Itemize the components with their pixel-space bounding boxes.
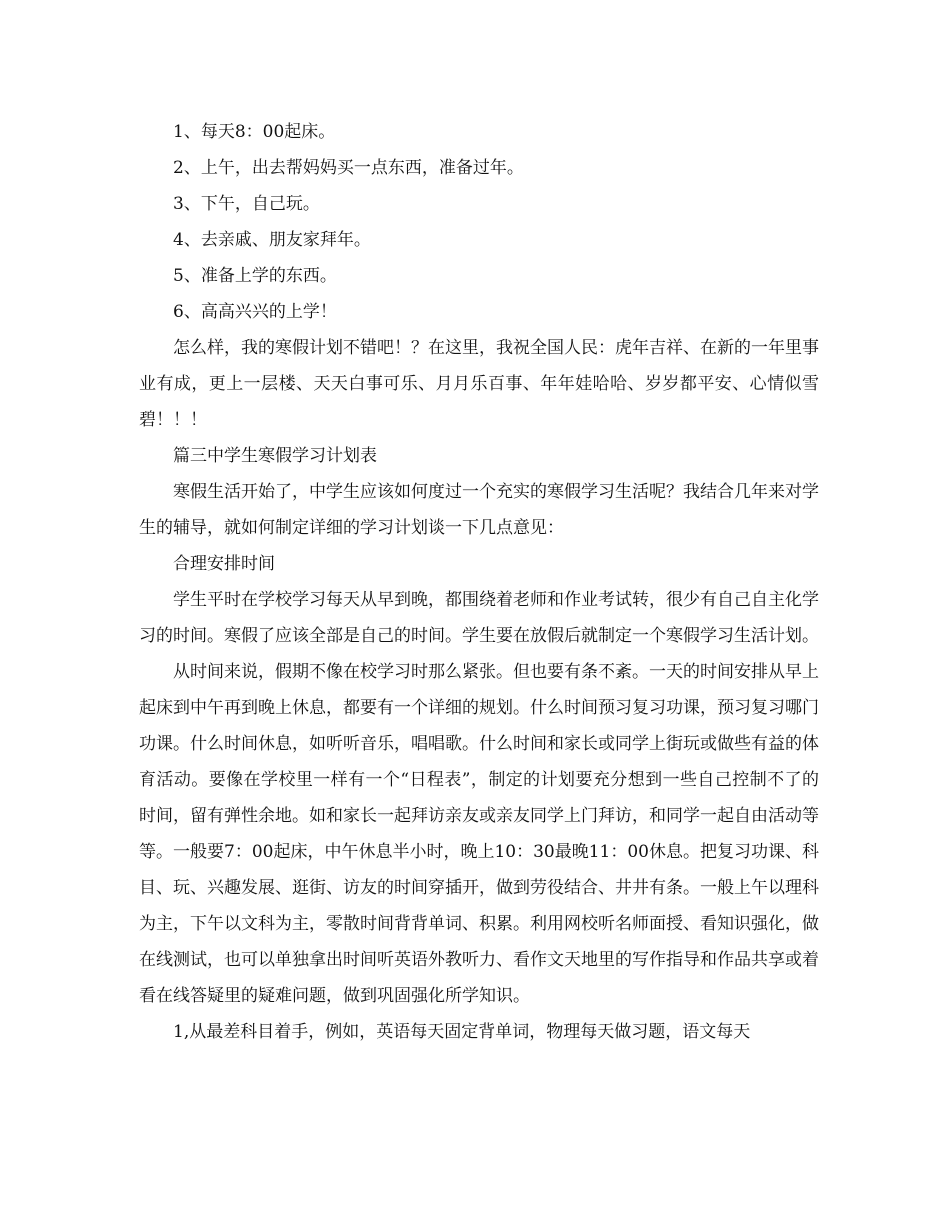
section-heading: 篇三中学生寒假学习计划表 bbox=[173, 446, 377, 466]
document-body bbox=[139, 114, 819, 1050]
plan-item-5: 5、准备上学的东西。 bbox=[173, 266, 337, 286]
closing-paragraph: 怎么样，我的寒假计划不错吧！？在这里，我祝全国人民：虎年吉祥、在新的一年里事业有成，更上一层楼、天天白事可乐、月月乐百事、年年娃哈哈、岁岁都平安、心情似雪碧！！！ bbox=[139, 338, 819, 430]
plan-item-3: 3、下午，自己玩。 bbox=[173, 194, 320, 214]
plan-item-4: 4、去亲戚、朋友家拜年。 bbox=[173, 230, 371, 250]
body-paragraph: 学生平时在学校学习每天从早到晚，都围绕着老师和作业考试转，很少有自己自主化学习的时间。寒假了应该全部是自己的时间。学生要在放假后就制定一个寒假学习生活计划。 bbox=[139, 590, 819, 646]
plan-item-1: 1、每天8：00起床。 bbox=[173, 122, 336, 142]
intro-paragraph: 寒假生活开始了，中学生应该如何度过一个充实的寒假学习生活呢？我结合几年来对学生的辅导，就如何制定详细的学习计划谈一下几点意见： bbox=[139, 482, 819, 538]
plan-item-2: 2、上午，出去帮妈妈买一点东西，准备过年。 bbox=[173, 158, 524, 178]
plan-item-6: 6、高高兴兴的上学！ bbox=[173, 302, 337, 322]
body-paragraph: 从时间来说，假期不像在校学习时那么紧张。但也要有条不紊。一天的时间安排从早上起床到中午再到晚上休息，都要有一个详细的规划。什么时间预习复习功课，预习复习哪门功课。什么时间休息，如听听音乐，唱唱歌。什么时间和家长或同学上街玩或做些有益的体育活动。要像在学校里一样有一个“日程表”，制定的计划要充分想到一些自己控制不了的时间，留有弹性余地。如和家长一起拜访亲友或亲友同学上门拜访，和同学一起自由活动等等。一般要7：00起床，中午休息半小时，晚上10：30最晚11：00休息。把复习功课、科目、玩、兴趣发展、逛街、访友的时间穿插开，做到劳役结合、井井有条。一般上午以理科为主，下午以文科为主，零散时间背背单词、积累。利用网校听名师面授、看知识强化，做在线测试，也可以单独拿出时间听英语外教听力、看作文天地里的写作指导和作品共享或着看在线答疑里的疑难问题，做到巩固强化所学知识。 bbox=[139, 662, 819, 1006]
body-paragraph: 1,从最差科目着手，例如，英语每天固定背单词，物理每天做习题，语文每天 bbox=[173, 1022, 751, 1042]
subheading: 合理安排时间 bbox=[173, 554, 275, 574]
